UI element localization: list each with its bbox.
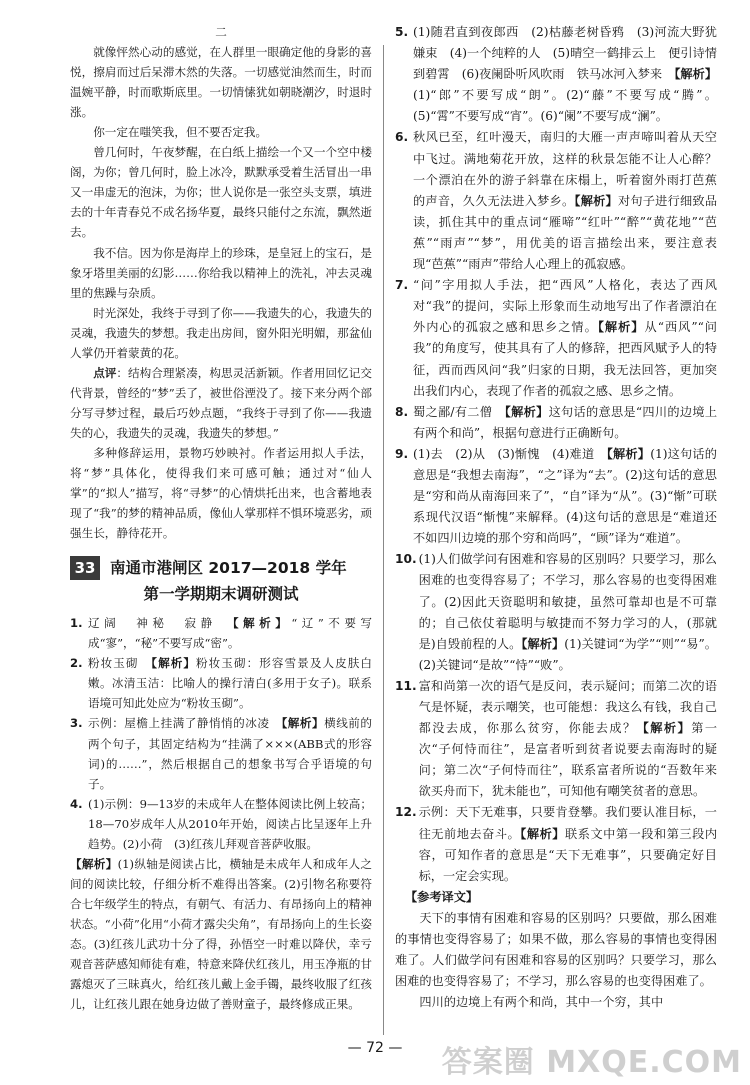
- item-analysis: (1)这句话的意思是“我想去南海”，“之”译为“去”。(2)这句话的意思是“穷和尚从南海回来了”，“自”译为“从”。(3)“惭”可联系现代汉语“惭愧”来解释。(4)这句话的意思是“难道还不如四川边境的那个穷和尚吗”，“顾”译为“难道”。: [413, 446, 717, 546]
- answer-item-12: [395, 802, 717, 886]
- item-body: [419, 676, 717, 803]
- item-number: 4.: [70, 796, 83, 811]
- item-analysis: 第一次“子何恃而往”，是富者听到贫者说要去南海时的疑问；第二次“子何恃而往”，联系富者所说的“吾数年来欲买舟而下，犹未能也”，可知他有嘲笑贫者的意思。: [418, 721, 718, 799]
- answer-item-11: [395, 676, 717, 803]
- section-title-line-1: [70, 555, 372, 581]
- answer-item-3: [70, 713, 372, 793]
- reference-translation-label: 【参考译文】: [405, 889, 479, 904]
- analysis-tag: 【解析】: [520, 826, 566, 841]
- analysis-tag: 【解析】: [521, 636, 565, 651]
- answer-item-4: [70, 794, 372, 854]
- column-divider: [383, 45, 384, 1035]
- item-answer: 示例：屋檐上挂满了静悄悄的冰凌: [88, 716, 282, 731]
- analysis-tag: 【解析】: [597, 320, 645, 335]
- item-analysis: 粉妆玉砌：形容雪景及人皮肤白嫩。冰清玉洁：比喻人的操行清白(多用于女子)。联系语境可知此处应为“粉妆玉砌”。: [88, 656, 372, 711]
- item-analysis: (1)纵轴是阅读占比，横轴是未成年人和成年人之间的阅读比较，仔细分析不难得出答案。(2)引物名称要符合七年级学生的特点，有朝气、有活力、有昂扬向上的精神状态。“小荷”化用“小荷才露尖尖角”，有昂扬向上的生长姿态。(3)红孩儿武功十分了得，孙悟空一时难以降伏，幸亏观音菩萨感知师徒有难，特意来降伏红孩儿，用玉净瓶的甘露熄灭了三昧真火，给红孩儿戴上金手镯，最终收服了红孩儿，让红孩儿跟在她身边做了善财童子，最终修成正果。: [70, 856, 372, 1012]
- essay-comment: [70, 363, 372, 443]
- section-title-1: 南通市港闸区 2017—2018 学年: [110, 559, 347, 578]
- essay-paragraph: 你一定在嗤笑我，但不要否定我。: [93, 125, 268, 140]
- answer-item-1: [70, 613, 372, 653]
- page-number: — 72 —: [347, 1040, 403, 1056]
- essay-paragraph: 我不信。因为你是海岸上的珍珠，是皇冠上的宝石，是象牙塔里美丽的幻影……你给我以精神上的洗礼，冲去灵魂里的焦躁与杂质。: [70, 245, 372, 300]
- item-number: 2.: [70, 656, 83, 671]
- essay-comment-2: 多种修辞运用，景物巧妙映衬。作者运用拟人手法，将“梦”具体化，使得我们来可感可触；通过对“仙人掌”的“拟人”描写，将“寻梦”的心情烘托出来，也含蓄地表现了“我”的梦的精神品质，像仙人掌那样不惧环境恶劣，顽强生长，静待花开。: [70, 445, 372, 541]
- analysis-tag: 【解析】: [70, 856, 118, 871]
- section-heading: [70, 555, 372, 607]
- item-number: 1.: [70, 616, 83, 631]
- reference-translation-paragraph: 天下的事情有困难和容易的区别吗？只要做，那么困难的事情也变得容易了；如果不做，那么容易的事情也变得困难了。人们做学问有困难和容易的区别吗？只要学习，那么困难的也变得容易了；不学习，那么容易的也变得困难了。: [395, 910, 717, 989]
- right-column: [395, 22, 717, 1013]
- item-number: 3.: [70, 716, 83, 731]
- answer-item-5: [395, 22, 717, 127]
- analysis-tag: 【解析】: [232, 616, 292, 631]
- answer-item-8: [395, 402, 717, 444]
- item-analysis: (1)关键词“为学”“则”“易”。(2)关键词“是故”“恃”“败”。: [418, 636, 717, 672]
- item-body: (1)示例：9—13岁的未成年人在整体阅读比例上较高；18—70岁成年人从2010年开始，阅读占比呈逐年上升趋势。(2)小荷 (3)红孩儿拜观音菩萨收服。: [88, 796, 372, 851]
- item-number: 5.: [395, 25, 409, 39]
- item-body: [88, 713, 372, 793]
- item-body: [419, 802, 717, 886]
- item-body: [413, 127, 717, 275]
- item-answer: 辽阔 神秘 寂静: [88, 616, 233, 631]
- item-number: 7.: [395, 278, 409, 293]
- analysis-tag: 【解析】: [574, 193, 618, 208]
- reference-translation-paragraph: 四川的边境上有两个和尚，其中一个穷，其中: [419, 995, 664, 1010]
- item-answer: (1)去 (2)从 (3)惭愧 (4)难道: [413, 446, 607, 461]
- essay-paragraph: 就像怦然心动的感觉，在人群里一眼确定他的身影的喜悦，擦肩而过后呆滞木然的失落。一切感觉油然而生，时而温婉平静，时而歌斯底里。一切情愫犹如朝晓潮汐，时退时涨。: [70, 45, 372, 120]
- essay-paragraph: 时光深处，我终于寻到了你——我遗失的心，我遗失的灵魂，我遗失的梦想。我走出房间，窗外阳光明媚，那盆仙人掌仍开着蒙黄的花。: [70, 305, 372, 360]
- answer-item-2: [70, 653, 372, 713]
- essay-section-number: 二: [215, 25, 227, 39]
- item-number: 10.: [395, 552, 417, 567]
- item-body: [419, 549, 717, 676]
- item-answer: “问”字用拟人手法，把“西风”人格化，表达了西风对“我”的提问，实际上形象而生动地写出了作者漂泊在外内心的孤寂之感和思乡之情。: [413, 278, 717, 335]
- item-4-analysis: [70, 854, 372, 1014]
- answer-item-9: [395, 444, 717, 549]
- item-analysis: 这句话的意思是“四川的边境上有两个和尚”，根据句意进行正确断句。: [413, 404, 718, 440]
- item-number: 6.: [395, 130, 409, 145]
- item-body: [413, 22, 717, 127]
- item-analysis: 从“西风”“问我”的角度写，使其具有了人的修辞，把西风赋予人的特征，西而西风问“我”归家的日期，我无法回答，更加突出我们内心，表现了作者的孤寂之感、思乡之情。: [413, 320, 717, 398]
- analysis-tag: 【解析】: [504, 404, 549, 419]
- analysis-tag: 【解析】: [606, 446, 651, 461]
- item-body: [88, 653, 372, 713]
- left-column: [70, 22, 372, 1014]
- answer-item-10: [395, 549, 717, 676]
- item-answer: (1)随君直到夜郎西 (2)枯藤老树昏鸦 (3)河流大野犹嫌束 (4)一个纯粹的人 (5)晴空一鹤排云上 便引诗情到碧霄 (6)夜阑卧听风吹雨 铁马冰河入梦来: [413, 25, 717, 82]
- analysis-tag: 【解析】: [151, 656, 197, 671]
- section-title-2: 第一学期期末调研测试: [143, 585, 299, 604]
- item-number: 8.: [395, 404, 409, 419]
- answer-item-7: [395, 275, 717, 402]
- item-body: [413, 444, 717, 549]
- analysis-tag: 【解析】: [281, 716, 325, 731]
- item-analysis: 横线前的两个句子，其固定结构为“挂满了×××(ABB式的形容词)的……”，然后根据自己的想象书写合乎语境的句子。: [88, 716, 372, 791]
- comment-label: 点评: [93, 365, 117, 380]
- item-body: [413, 402, 717, 444]
- item-analysis: “辽”不要写成“寥”，“秘”不要写成“密”。: [88, 616, 372, 651]
- item-number: 12.: [395, 805, 417, 820]
- item-answer: 粉妆玉砌: [88, 656, 152, 671]
- item-answer: 示例：天下无难事，只要肯登攀。我们要认准目标，一往无前地去奋斗。: [418, 805, 717, 841]
- item-body: [413, 275, 717, 402]
- watermark: 答案圈 MXQE.COM: [441, 1045, 742, 1080]
- item-answer: 蜀之鄙/有二僧: [413, 404, 505, 419]
- item-number: 11.: [395, 678, 417, 693]
- section-badge: 33: [70, 556, 100, 580]
- analysis-tag: 【解析】: [674, 67, 718, 82]
- item-number: 9.: [395, 446, 409, 461]
- comment-text: ：结构合理紧凑，构思灵活新颖。作者用回忆记交代背景，曾经的“梦”丢了，被世俗湮没了。接下来分两个部分写寻梦过程，最后巧妙点题，“我终于寻到了你——我遗失的心，我遗失的灵魂，我遗失的梦想。”: [70, 365, 372, 440]
- answer-item-6: [395, 127, 717, 275]
- item-answer: 秋风已至，红叶漫天，南归的大雁一声声啼叫着从天空中飞过。满地菊花开放，这样的秋景怎能不让人心醉？一个漂泊在外的游子斜靠在床榻上，听着窗外雨打芭蕉的声音，久久无法进入梦乡。: [413, 130, 717, 208]
- item-body: [88, 613, 372, 653]
- item-analysis: 对句子进行细致品读，抓住其中的重点词“雁啼”“红叶”“醉”“黄花地”“芭蕉”“雨声”“梦”，用优美的语言描绘出来，要注意表现“芭蕉”“雨声”带给人心理上的孤寂感。: [413, 193, 718, 272]
- item-answer: 富和尚第一次的语气是反问，表示疑问；而第二次的语气是怀疑，表示嘲笑，也可能想：我这么有钱，我自己都没去成，你那么贫穷，你能去成？: [418, 678, 717, 736]
- item-answer: (1)人们做学问有困难和容易的区别吗？只要学习，那么困难的也变得容易了；不学习，那么容易的也变得困难了。(2)因此天资聪明和敏捷，虽然可靠却也是不可靠的；自己依仗着聪明与敏捷而不努力学习的人，(那就是)自毁前程的人。: [418, 552, 717, 651]
- analysis-tag: 【解析】: [636, 721, 692, 736]
- item-analysis: (1)“郎”不要写成“朗”。(2)“藤”不要写成“腾”。(5)“霄”不要写成“宵”。(6)“阑”不要写成“澜”。: [413, 88, 717, 124]
- item-analysis: 联系文中第一段和第三段内容，可知作者的意思是“天下无难事”，只要确定好目标，一定会实现。: [418, 826, 718, 883]
- essay-paragraph: 曾几何时，午夜梦醒，在白纸上描绘一个又一个空中楼阁，为你；曾几何时，脸上冰冷，默默承受着生活冒出一串又一串虚无的泡沫，为你；世人说你是一张空头支票，填进去的十年青春兑不成名扬华夏，最终只能付之东流，飘然逝去。: [70, 145, 372, 240]
